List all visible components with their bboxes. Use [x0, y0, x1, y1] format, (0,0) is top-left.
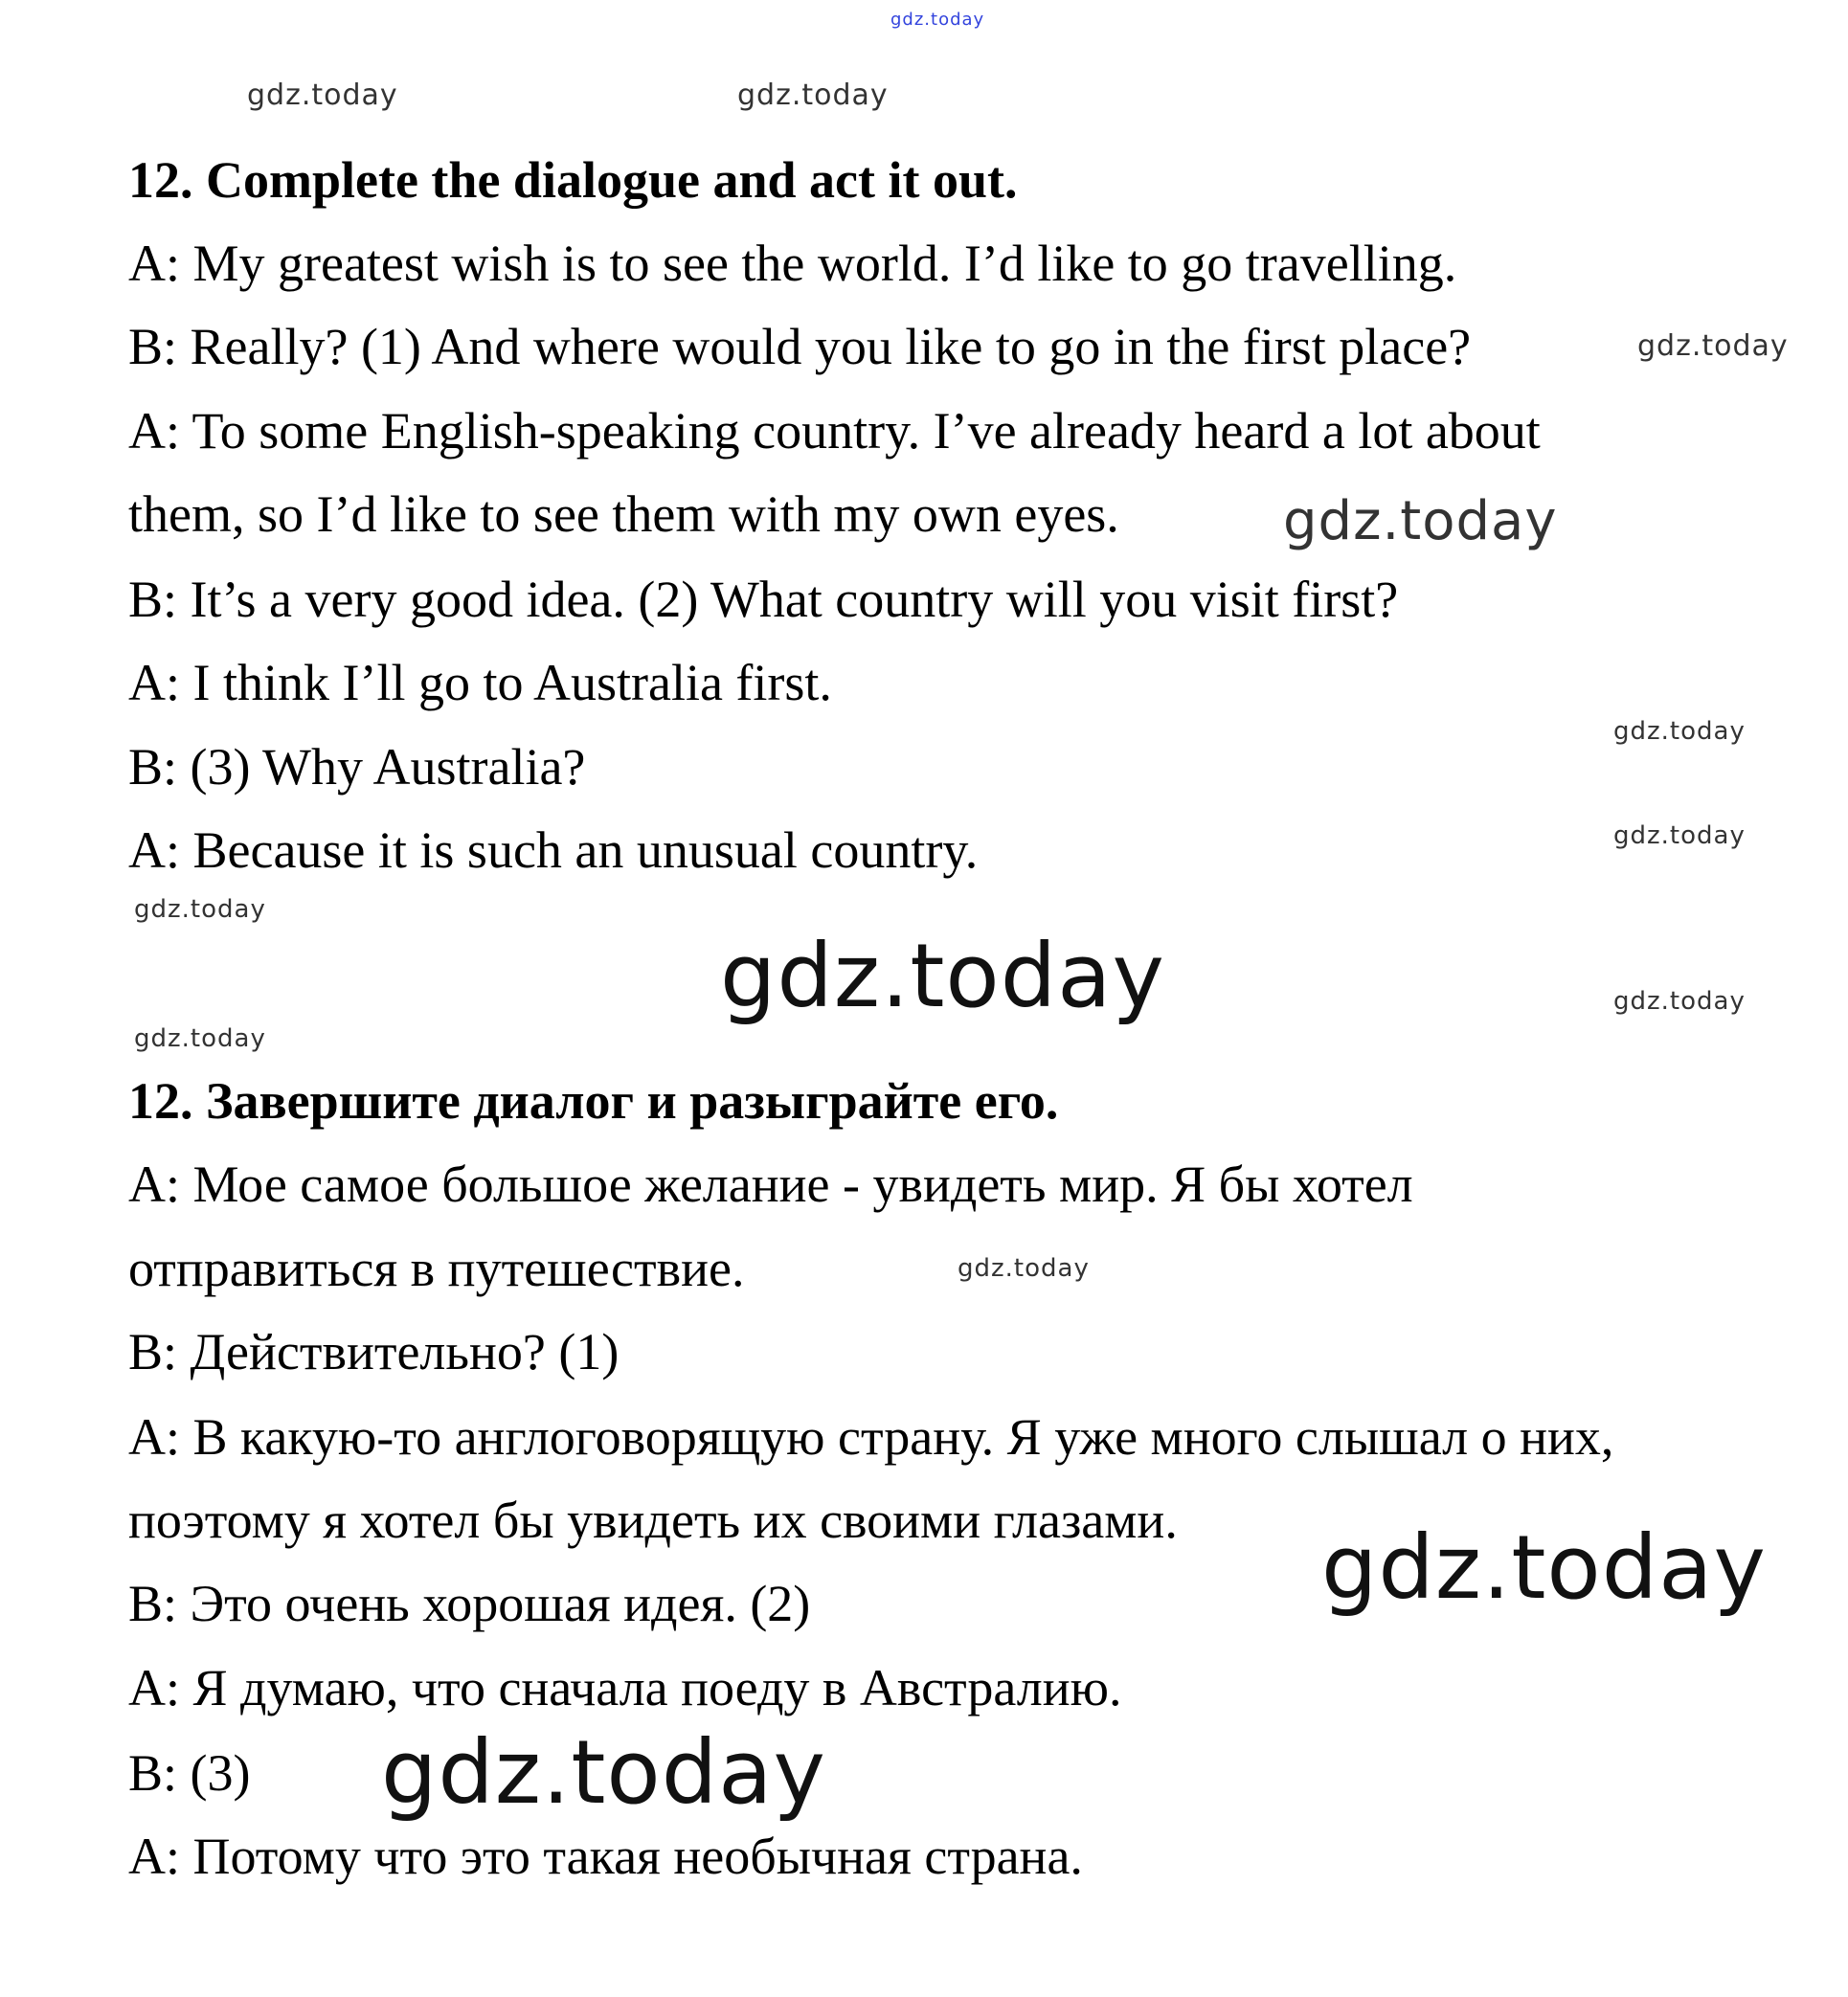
watermark: gdz.today [134, 1024, 266, 1053]
exercise-title: 12. Complete the dialogue and act it out. [128, 151, 1018, 209]
dialogue-line: А: Я думаю, что сначала поеду в Австралию. [128, 1659, 1122, 1717]
watermark: gdz.today [1613, 821, 1746, 850]
dialogue-line: А: В какую-то англоговорящую страну. Я уже много слышал о них, [128, 1408, 1614, 1466]
watermark: gdz.today [737, 79, 889, 112]
watermark: gdz.today [958, 1254, 1090, 1283]
dialogue-line: отправиться в путешествие. [128, 1240, 745, 1297]
watermark: gdz.today [247, 79, 398, 112]
dialogue-line: B: It’s a very good idea. (2) What country will you visit first? [128, 571, 1399, 628]
dialogue-line: A: I think I’ll go to Australia first. [128, 654, 832, 711]
watermark: gdz.today [134, 895, 266, 924]
dialogue-line: A: To some English-speaking country. I’ve already heard a lot about [128, 402, 1541, 460]
dialogue-line: B: Really? (1) And where would you like to go in the first place? [128, 318, 1472, 375]
dialogue-line: A: Because it is such an unusual country. [128, 821, 979, 879]
watermark: gdz.today [381, 1721, 826, 1824]
dialogue-line: А: Потому что это такая необычная страна. [128, 1828, 1083, 1885]
dialogue-line: B: (3) Why Australia? [128, 738, 586, 796]
dialogue-line: В: (3) [128, 1744, 251, 1802]
dialogue-line: поэтому я хотел бы увидеть их своими глазами. [128, 1492, 1178, 1549]
watermark: gdz.today [1637, 329, 1789, 363]
dialogue-line: them, so I’d like to see them with my own eyes. [128, 485, 1119, 543]
watermark: gdz.today [890, 10, 985, 30]
dialogue-line: А: Мое самое большое желание - увидеть мир. Я бы хотел [128, 1156, 1413, 1213]
watermark: gdz.today [1613, 987, 1746, 1016]
watermark: gdz.today [1613, 717, 1746, 746]
exercise-title-translation: 12. Завершите диалог и разыграйте его. [128, 1072, 1059, 1130]
watermark: gdz.today [1321, 1516, 1767, 1619]
watermark: gdz.today [1283, 490, 1558, 552]
dialogue-line: A: My greatest wish is to see the world. I’d like to go travelling. [128, 235, 1457, 292]
dialogue-line: В: Это очень хорошая идея. (2) [128, 1575, 811, 1632]
dialogue-line: В: Действительно? (1) [128, 1323, 620, 1380]
watermark: gdz.today [720, 925, 1165, 1027]
